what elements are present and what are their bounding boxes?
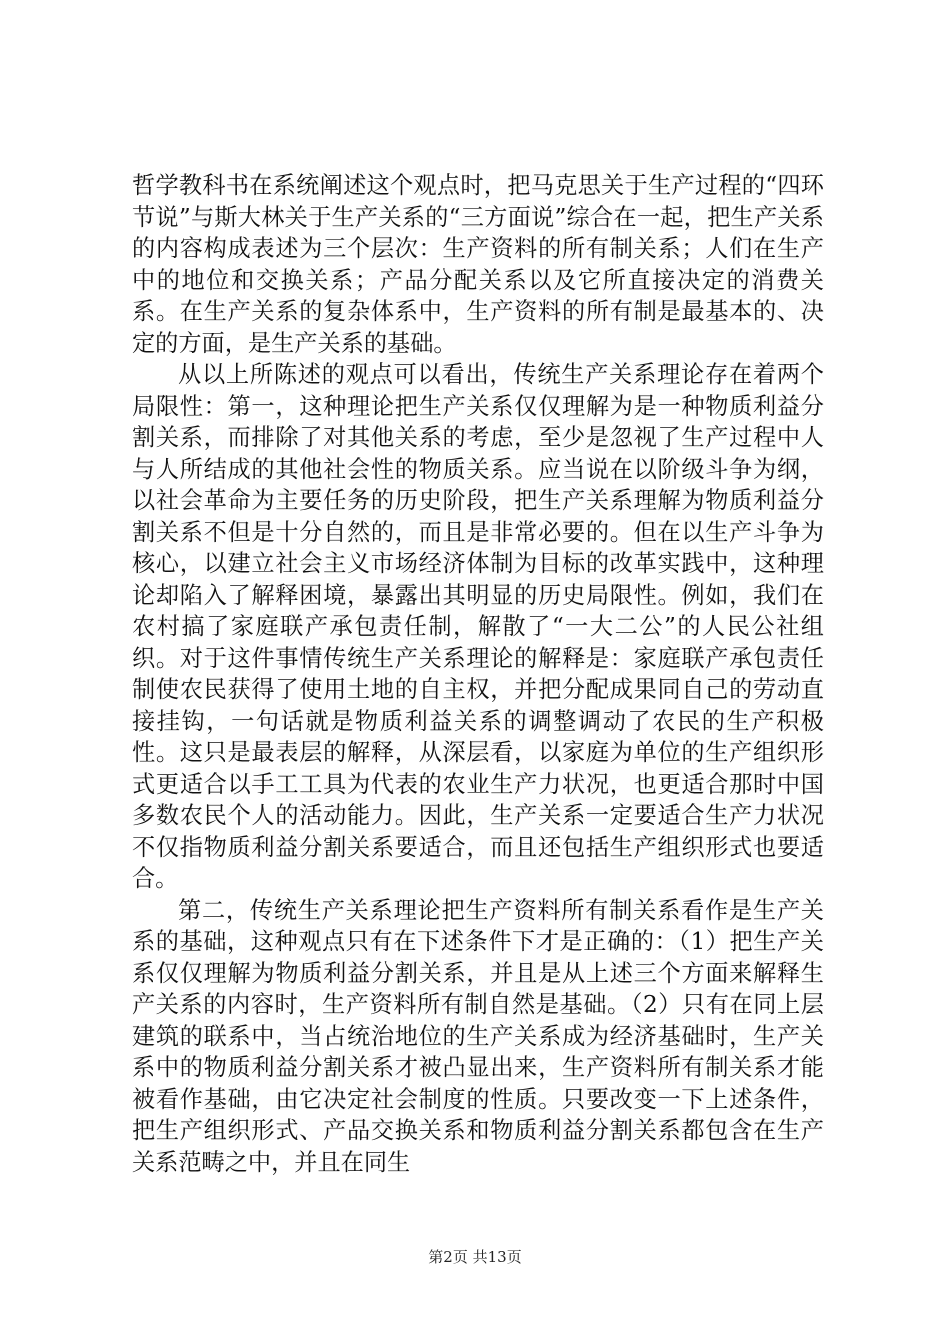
paragraph-2: 从以上所陈述的观点可以看出，传统生产关系理论存在着两个局限性：第一，这种理论把生产关系仅仅理解为是一种物质利益分割关系，而排除了对其他关系的考虑，至少是忽视了生产过程中人与人所结成的其他社会性的物质关系。应当说在以阶级斗争为纲，以社会革命为主要任务的历史阶段，把生产关系理解为物质利益分割关系不但是十分自然的，而且是非常必要的。但在以生产斗争为核心，以建立社会主义市场经济体制为目标的改革实践中，这种理论却陷入了解释困境，暴露出其明显的历史局限性。例如，我们在农村搞了家庭联产承包责任制，解散了“一大二公”的人民公社组织。对于这件事情传统生产关系理论的解释是：家庭联产承包责任制使农民获得了使用土地的自主权，并把分配成果同自己的劳动直接挂钩，一句话就是物质利益关系的调整调动了农民的生产积极性。这只是最表层的解释，从深层看，以家庭为单位的生产组织形式更适合以手工工具为代表的农业生产力状况，也更适合那时中国多数农民个人的活动能力。因此，生产关系一定要适合生产力状况不仅指物质利益分割关系要适合，而且还包括生产组织形式也要适合。 (132, 361, 824, 892)
paragraph-1: 哲学教科书在系统阐述这个观点时，把马克思关于生产过程的“四环节说”与斯大林关于生产关系的“三方面说”综合在一起，把生产关系的内容构成表述为三个层次：生产资料的所有制关系；人们在生产中的地位和交换关系；产品分配关系以及它所直接决定的消费关系。在生产关系的复杂体系中，生产资料的所有制是最基本的、决定的方面，是生产关系的基础。 (132, 172, 824, 357)
page-number-footer: 第2页 共13页 (428, 1248, 522, 1266)
body-text (132, 170, 824, 1178)
paragraph-3: 第二，传统生产关系理论把生产资料所有制关系看作是生产关系的基础，这种观点只有在下述条件下才是正确的：（1）把生产关系仅仅理解为物质利益分割关系，并且是从上述三个方面来解释生产关系的内容时，生产资料所有制自然是基础。（2）只有在同上层建筑的联系中，当占统治地位的生产关系成为经济基础时，生产关系中的物质利益分割关系才被凸显出来，生产资料所有制关系才能被看作基础，由它决定社会制度的性质。只要改变一下上述条件，把生产组织形式、产品交换关系和物质利益分割关系都包含在生产关系范畴之中，并且在同生 (132, 896, 824, 1176)
